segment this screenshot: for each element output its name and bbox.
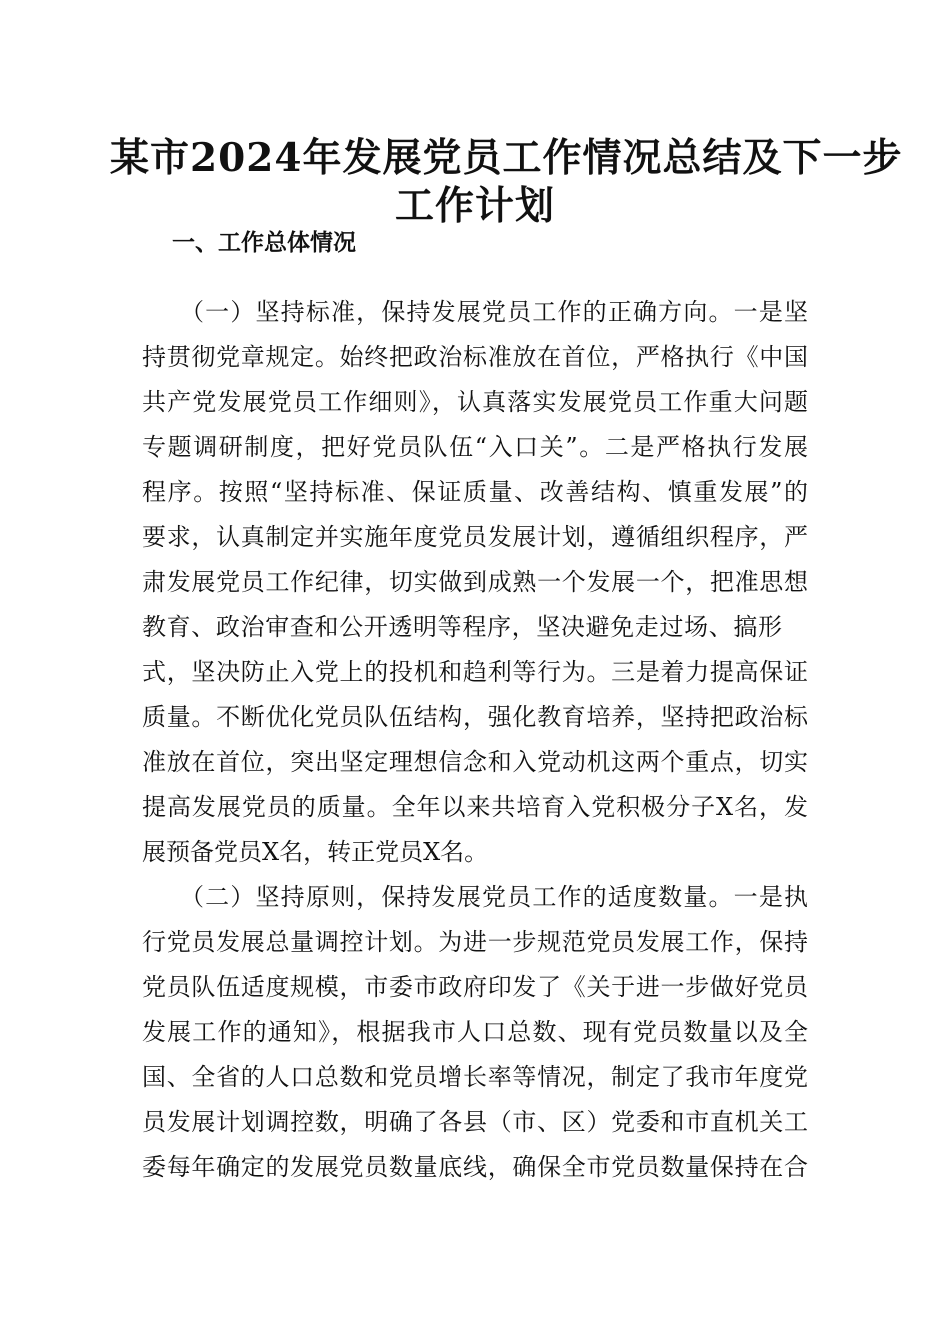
paragraph-1-line: 式，坚决防止入党上的投机和趋利等行为。三是着力提高保证 <box>142 658 808 686</box>
paragraph-1-line: 质量。不断优化党员队伍结构，强化教育培养，坚持把政治标 <box>142 703 808 731</box>
paragraph-2-line: 委每年确定的发展党员数量底线，确保全市党员数量保持在合 <box>142 1153 808 1181</box>
paragraph-2-line: 员发展计划调控数，明确了各县（市、区）党委和市直机关工 <box>142 1108 808 1136</box>
paragraph-1-line: 肃发展党员工作纪律，切实做到成熟一个发展一个，把准思想 <box>142 568 808 596</box>
paragraph-1-line: 专题调研制度，把好党员队伍“入口关”。二是严格执行发展 <box>142 433 808 461</box>
paragraph-1-line: 要求，认真制定并实施年度党员发展计划，遵循组织程序，严 <box>142 523 808 551</box>
paragraph-1-line: 教育、政治审查和公开透明等程序，坚决避免走过场、搞形 <box>142 613 782 641</box>
section-heading: 一、工作总体情况 <box>172 229 356 256</box>
paragraph-1-line: 持贯彻党章规定。始终把政治标准放在首位，严格执行《中国 <box>142 343 808 371</box>
paragraph-1-line: 准放在首位，突出坚定理想信念和入党动机这两个重点，切实 <box>142 748 808 776</box>
paragraph-2-line: 国、全省的人口总数和党员增长率等情况，制定了我市年度党 <box>142 1063 808 1091</box>
paragraph-2-line: 行党员发展总量调控计划。为进一步规范党员发展工作，保持 <box>142 928 808 956</box>
paragraph-2-line: 党员队伍适度规模，市委市政府印发了《关于进一步做好党员 <box>142 973 808 1001</box>
document-title-line-1: 某市2024年发展党员工作情况总结及下一步 <box>110 135 903 181</box>
paragraph-1-line: 展预备党员X名，转正党员X名。 <box>142 838 489 866</box>
document-title-line-2: 工作计划 <box>394 183 555 229</box>
paragraph-1-line: （一）坚持标准，保持发展党员工作的正确方向。一是坚 <box>180 298 808 326</box>
paragraph-2-line: 发展工作的通知》，根据我市人口总数、现有党员数量以及全 <box>142 1018 808 1046</box>
paragraph-1-line: 共产党发展党员工作细则》，认真落实发展党员工作重大问题 <box>142 388 808 416</box>
paragraph-1-line: 提高发展党员的质量。全年以来共培育入党积极分子X名，发 <box>142 793 808 821</box>
paragraph-2-line: （二）坚持原则，保持发展党员工作的适度数量。一是执 <box>180 883 808 911</box>
paragraph-1-line: 程序。按照“坚持标准、保证质量、改善结构、慎重发展”的 <box>142 478 808 506</box>
